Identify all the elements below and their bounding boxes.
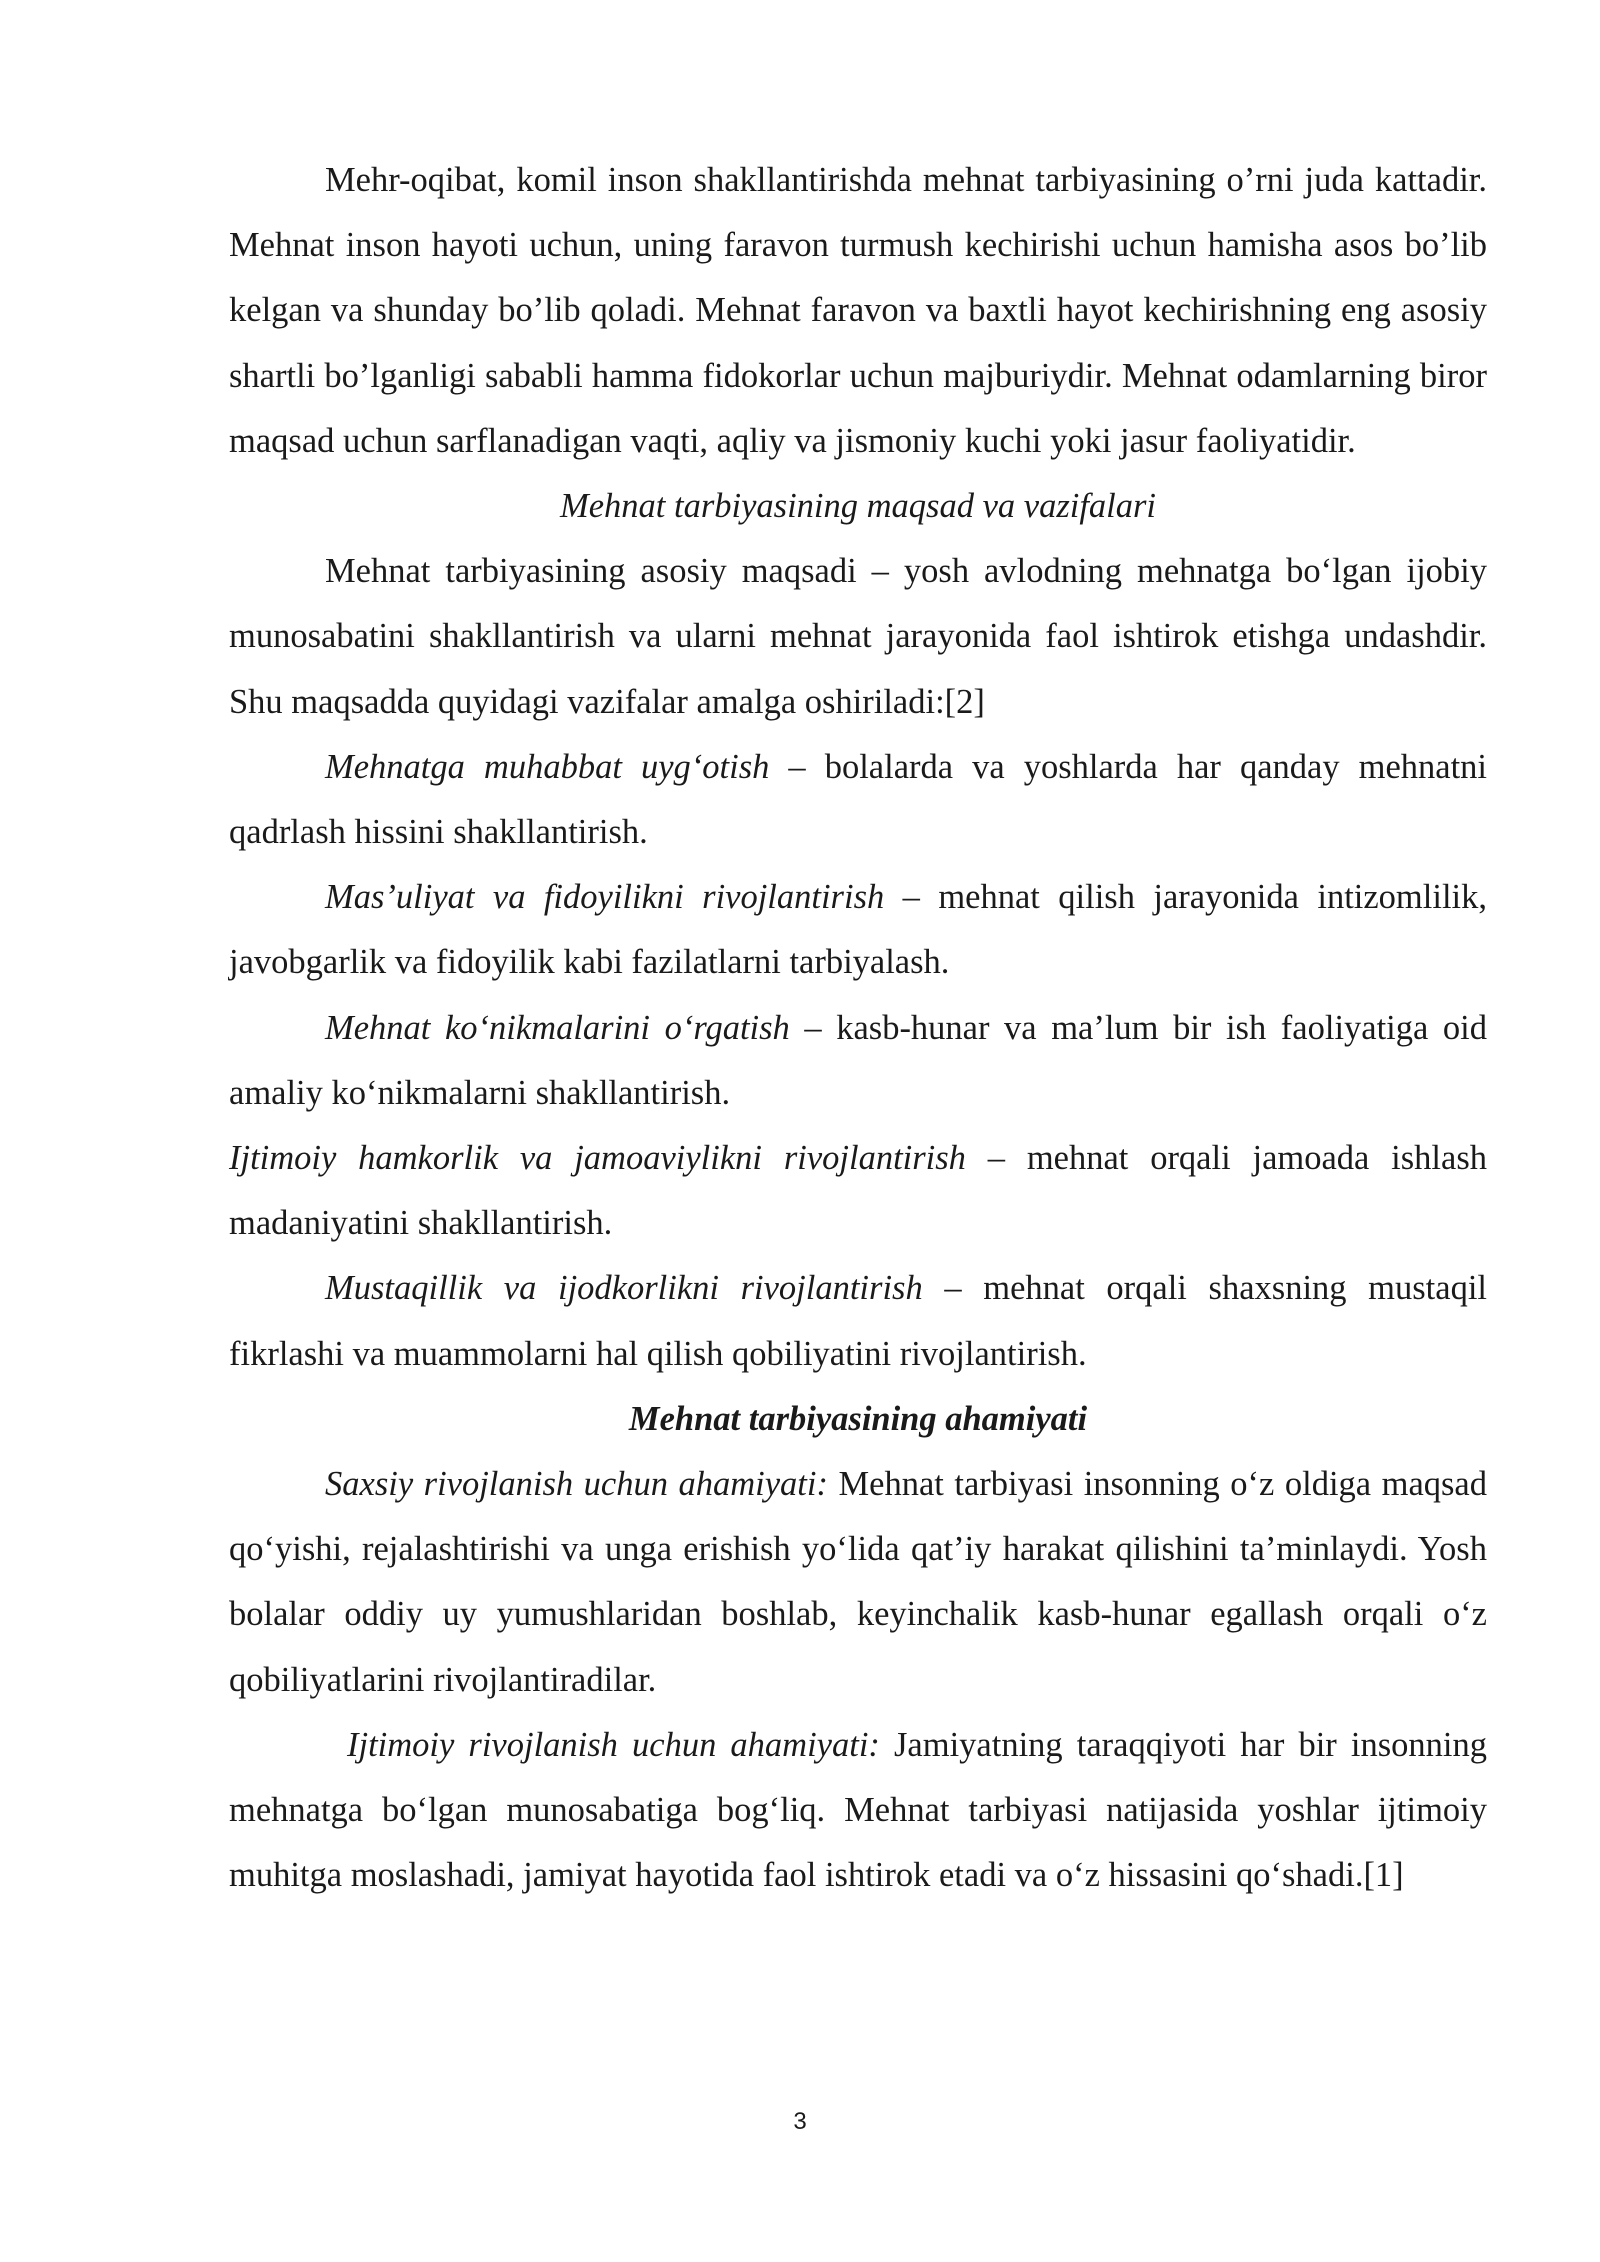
task-term: Mustaqillik va ijodkorlikni rivojlantirish — [325, 1269, 923, 1308]
task-description: – kasb-hunar va ma’lum bir ish faoliyatiga oid amaliy ko‘nikmalarni shakllantirish. — [229, 1008, 1487, 1112]
importance-social-paragraph — [229, 1713, 1487, 1909]
task-term: Mehnatga muhabbat uyg‘otish — [325, 747, 770, 786]
importance-description: Jamiyatning taraqqiyoti har bir insonning mehnatga bo‘lgan munosabatiga bog‘liq. Mehnat tarbiyasi natijasida yoshlar ijtimoiy muhitga moslashadi, jamiyat hayotida faol ishtirok etadi va o‘z hissasini qo‘shadi.[1] — [229, 1725, 1487, 1895]
task-item-cooperation — [229, 1126, 1487, 1256]
task-description: – mehnat qilish jarayonida intizomlilik, javobgarlik va fidoyilik kabi fazilatlarni tarbiyalash. — [229, 878, 1487, 982]
importance-term: Ijtimoiy rivojlanish uchun ahamiyati: — [347, 1725, 880, 1764]
goals-paragraph: Mehnat tarbiyasining asosiy maqsadi – yosh avlodning mehnatga bo‘lgan ijobiy munosabatini shakllantirish va ularni mehnat jarayonida faol ishtirok etishga undashdir. Shu maqsadda quyidagi vazifalar amalga oshiriladi:[2] — [229, 552, 1487, 721]
page-body — [229, 148, 1487, 1908]
task-item-skills — [229, 996, 1487, 1126]
task-description: – bolalarda va yoshlarda har qanday mehnatni qadrlash hissini shakllantirish. — [229, 747, 1487, 852]
task-item-independence — [229, 1256, 1487, 1386]
task-item-responsibility — [229, 865, 1487, 995]
task-item-love-of-work — [229, 735, 1487, 865]
task-description: – mehnat orqali jamoada ishlash madaniyatini shakllantirish. — [229, 1139, 1488, 1243]
page-number: 3 — [793, 2108, 807, 2135]
importance-term: Saxsiy rivojlanish uchun ahamiyati: — [325, 1465, 828, 1504]
importance-description: Mehnat tarbiyasi insonning o‘z oldiga maqsad qo‘yishi, rejalashtirishi va unga erishish yo‘lida qat’iy harakat qilishini ta’minlaydi. Yosh bolalar oddiy uy yumushlaridan boshlab, keyinchalik kasb-hunar egallash orqali o‘z qobiliyatlarini rivojlantiradilar. — [229, 1465, 1487, 1699]
task-term: Mas’uliyat va fidoyilikni rivojlantirish — [325, 878, 885, 917]
section-heading-goals: Mehnat tarbiyasining maqsad va vazifalari — [559, 487, 1157, 526]
task-description: – mehnat orqali shaxsning mustaqil fikrlashi va muammolarni hal qilish qobiliyatini rivojlantirish. — [229, 1269, 1487, 1373]
importance-personal-paragraph — [229, 1452, 1487, 1713]
task-term: Ijtimoiy hamkorlik va jamoaviylikni rivojlantirish — [229, 1139, 966, 1178]
intro-paragraph: Mehr-oqibat, komil inson shakllantirishda mehnat tarbiyasining o’rni juda kattadir. Mehnat inson hayoti uchun, uning faravon turmush kechirishi uchun hamisha asos bo’lib kelgan va shunday bo’lib qoladi. Mehnat faravon va baxtli hayot kechirishning eng asosiy shartli bo’lganligi sababli hamma fidokorlar uchun majburiydir. Mehnat odamlarning biror maqsad uchun sarflanadigan vaqti, aqliy va jismoniy kuchi yoki jasur faoliyatidir. — [229, 161, 1487, 460]
section-heading-importance: Mehnat tarbiyasining ahamiyati — [628, 1399, 1088, 1438]
task-term: Mehnat ko‘nikmalarini o‘rgatish — [325, 1008, 790, 1047]
